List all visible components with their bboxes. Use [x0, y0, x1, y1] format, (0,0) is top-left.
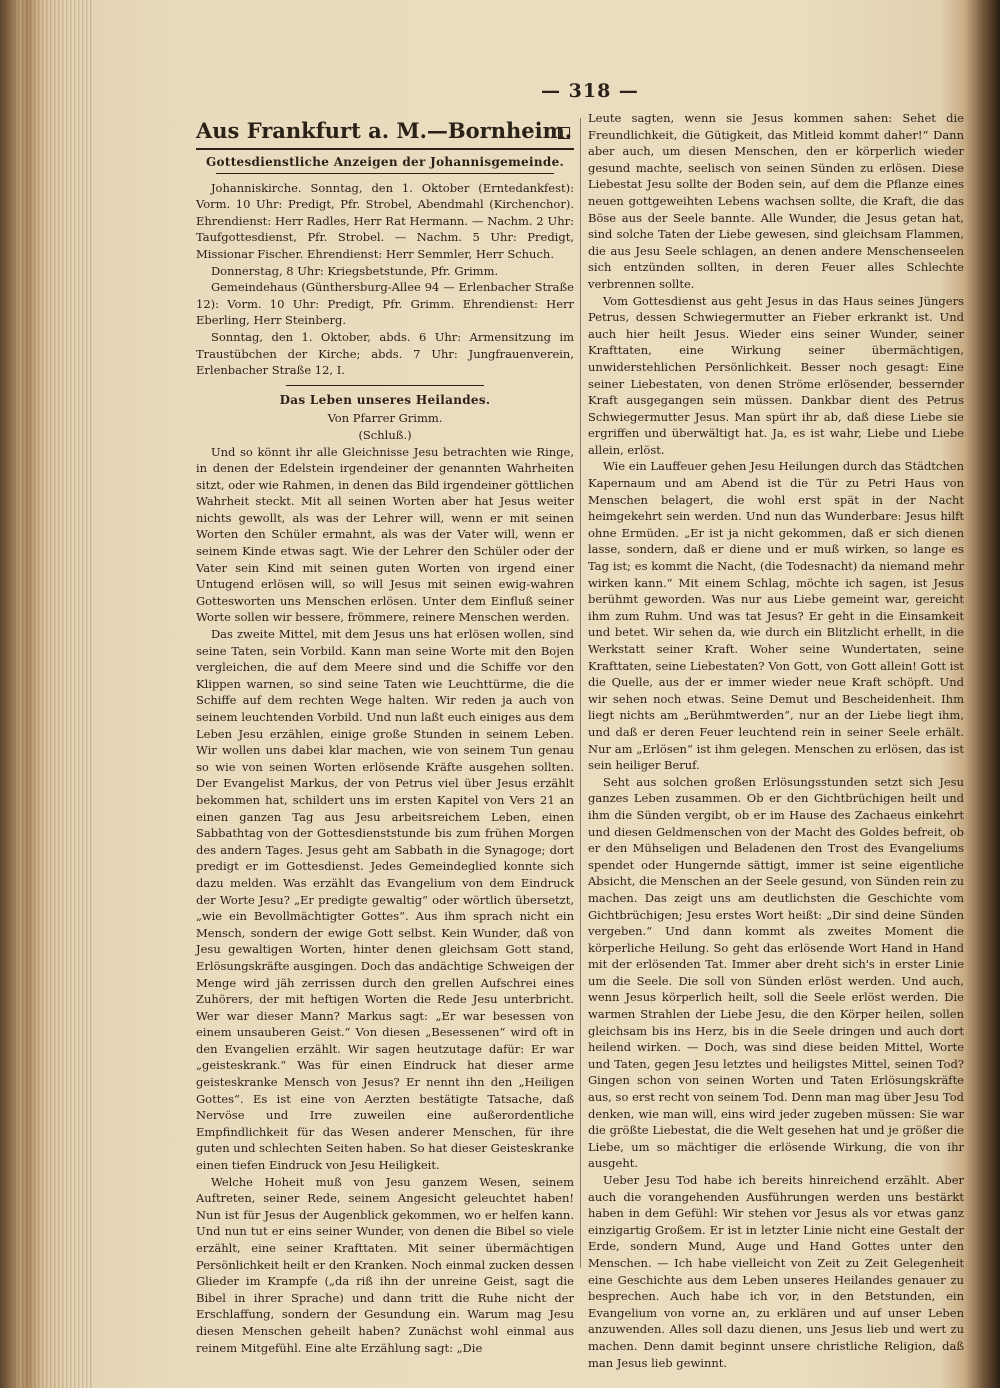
section-divider — [286, 385, 484, 386]
article-paragraph: Seht aus solchen großen Erlösungsstunden setzt sich Jesu ganzes Leben zusammen. Ob er den Gichtbrüchigen heilt und ihm die Sünden vergibt, ob er im Hause des Zachaeus einkehrt und diesen Geldmenschen von der Macht des Goldes befreit, ob er den Mühseligen und Beladenen den Trost des Evangeliums spendet oder Hungernde sättigt, immer ist seine eigentliche Absicht, die Menschen an der Seele gesund, von Sünden rein zu machen. Das zeigt uns am deutlichsten die Geschichte vom Gichtbrüchigen; Jesu erstes Wort heißt: „Dir sind deine Sünden vergeben.“ Und dann kommt als zweites Moment die körperliche Heilung. So geht das erlösende Wort Hand in Hand mit der erlösenden Tat. Immer aber dreht sich's in erster Linie um die Seele. Die soll von Sünden erlöst werden. Und auch, wenn Jesus körperlich heilt, soll die Seele erlöst werden. Die warmen Strahlen der Liebe Jesu, die den Körper heilen, sollen gleichsam bis ins Herz, bis in die Seele dringen und auch dort heilend wirken. — Doch, was sind diese beiden Mittel, Worte und Taten, gegen Jesu letztes und heiligstes Mittel, seinen Tod? Gingen schon von seinen Worten und Taten Erlösungskräfte aus, so erst recht von seinem Tod. Denn man mag über Jesu Tod denken, wie man will, eins wird jeder zugeben müssen: Sie war die größte Liebestat, die die Welt gesehen hat und je größer die Liebe, um so mächtiger die erlösende Wirkung, die von ihr ausgeht. — [588, 774, 964, 1171]
article-paragraph: Das zweite Mittel, mit dem Jesus uns hat erlösen wollen, sind seine Taten, sein Vorbild. Kann man seine Worte mit den Bojen vergleichen, die auf dem Meere sind und die Schiffe vor den Klippen warnen, so sind seine Taten wie Leuchttürme, die die Schiffe auf dem rechten Wege halten. Wir reden ja auch von seinem leuchtenden Vorbild. Und nun laßt euch einiges aus dem Leben Jesu erzählen, einige große Stunden in seinem Leben. Wir wollen uns dabei klar machen, wie von seinem Tun genau so wie von seinen Worten erlösende Kräfte ausgehen sollten. Der Evangelist Markus, der von Petrus viel über Jesus erzählt bekommen hat, schildert uns im ersten Kapitel von Vers 21 an einen ganzen Tag aus Jesu arbeitsreichem Leben, einen Sabbathtag von der Gottesdienststunde bis zum frühen Morgen des andern Tages. Jesus geht am Sabbath in die Synagoge; dort predigt er im Gottesdienst. Jedes Gemeindeglied konnte sich dazu melden. Was erzählt das Evangelium von dem Eindruck der Worte Jesu? „Er predigte gewaltig“ oder wörtlich übersetzt, „wie ein Bevollmächtigter Gottes“. Aus ihm sprach nicht ein Mensch, sondern der ewige Gott selbst. Kein Wunder, daß von Jesu gewaltigen Worten, hinter denen gleichsam Gott stand, Erlösungskräfte ausgingen. Doch das andächtige Schweigen der Menge wird jäh zerrissen durch den grellen Aufschrei eines Zuhörers, der mit heftigen Worten die Rede Jesu unterbricht. Wer war dieser Mann? Markus sagt: „Er war besessen von einem unsauberen Geist.“ Von diesen „Besessenen“ wird oft in den Evangelien erzählt. Wir sagen heutzutage dafür: Er war „geisteskrank.“ Was für einen Eindruck hat dieser arme geisteskranke Mensch von Jesus? Er nennt ihn den „Heiligen Gottes“. Es ist eine von Aerzten bestätigte Tatsache, daß Nervöse und Irre zuweilen eine außerordentliche Empfindlichkeit für das Wesen anderer Menschen, für ihre guten und schlechten Seiten haben. So hat dieser Geisteskranke einen tiefen Eindruck von Jesu Heiligkeit. — [196, 627, 574, 1173]
article-paragraph: Welche Hoheit muß von Jesu ganzem Wesen, seinem Auftreten, seiner Rede, seinem Angesicht geleuchtet haben! Nun ist für Jesus der Augenblick gekommen, wo er helfen kann. Und nun tut er eins seiner Wunder, von denen die Bibel so viele erzählt, eine seiner Krafttaten. Mit seiner übermächtigen Persönlichkeit heilt er den Kranken. Noch einmal zucken dessen Glieder im Krampfe („da riß ihn der unreine Geist, sagt die Bibel in ihrer Sprache) und dann tritt die Ruhe nicht der Erschlaffung, sondern der Gesundung ein. Warum mag Jesu diesen Menschen geheilt haben? Zunächst wohl einmal aus reinem Mitgefühl. Eine alte Erzählung sagt: „Die — [196, 1174, 574, 1355]
article-note: (Schluß.) — [358, 427, 412, 442]
announcement-paragraph: Johanniskirche. Sonntag, den 1. Oktober (Erntedankfest): Vorm. 10 Uhr: Predigt, Pfr. Strobel, Abendmahl (Kirchenchor). Ehrendienst: Herr Radles, Herr Rat Hermann. — Nachm. 2 Uhr: Taufgottesdienst, Pfr. Strobel. — Nachm. 5 Uhr: Predigt, Missionar Fischer. Ehrendienst: Herr Semmler, Herr Schuch. — [196, 180, 574, 261]
page-number: — 318 — — [541, 80, 639, 102]
article-paragraph: Leute sagten, wenn sie Jesus kommen sahen: Sehet die Freundlichkeit, die Gütigkeit, das Mitleid kommt daher!“ Dann aber auch, um diesen Menschen, den er körperlich wieder gesund machte, seelisch von seinen Sünden zu erlösen. Diese Liebestat Jesu sollte der Boden sein, auf dem die Pflanze eines neuen gottgeweihten Lebens wachsen sollte, die Kraft, die das Böse aus der Seele bannte. Alle Wunder, die Jesus getan hat, sind solche Taten der Liebe gewesen, sind gleichsam Flammen, die aus Jesu Seele schlagen, an denen andere Menschenseelen sich entzünden sollten, in deren Feuer alles Schlechte verbrennen sollte. — [588, 111, 964, 291]
section-title-text: Aus Frankfurt a. M.—Bornheim. — [196, 118, 573, 143]
announcement-paragraph: Gemeindehaus (Günthersburg-Allee 94 — Erlenbacher Straße 12): Vorm. 10 Uhr: Predigt, Pfr. Grimm. Ehrendienst: Herr Eberling, Herr Steinberg. — [196, 280, 574, 328]
right-column — [588, 110, 964, 1371]
section-title — [196, 118, 574, 150]
book-page-edges — [14, 0, 94, 1388]
left-column — [196, 110, 574, 1356]
article-byline: Von Pfarrer Grimm. — [327, 411, 443, 426]
article-paragraph: Vom Gottesdienst aus geht Jesus in das Haus seines Jüngers Petrus, dessen Schwiegermutter an Fieber erkrankt ist. Und auch hier heilt Jesus. Wieder eins seiner Wunder, seiner Krafttaten, eine Wirkung seiner übermächtigen, unwiderstehlichen Persönlichkeit. Besser noch gesagt: Eine seiner Liebestaten, von denen Ströme erlösender, bessernder Kraft ausgegangen sein müssen. Dankbar dient des Petrus Schwiegermutter Jesus. Man spürt ihr ab, daß diese Liebe sie ergriffen und überwältigt hat. Ja, es ist wahr, Liebe und Liebe allein, erlöst. — [588, 293, 964, 457]
announcement-paragraph: Donnerstag, 8 Uhr: Kriegsbetstunde, Pfr. Grimm. — [210, 263, 499, 278]
column-divider — [580, 118, 581, 1268]
announcement-paragraph: Sonntag, den 1. Oktober, abds. 6 Uhr: Armensitzung im Traustübchen der Kirche; abds. 7 Uhr: Jungfrauenverein, Erlenbacher Straße 12, I. — [196, 329, 574, 378]
article-paragraph: Ueber Jesu Tod habe ich bereits hinreichend erzählt. Aber auch die vorangehenden Ausführungen werden uns bestärkt haben in dem Gefühl: Wir stehen vor Jesus als vor etwas ganz einzigartig Großem. Er ist in letzter Linie nicht eine Gestalt der Erde, sondern Mund, Auge und Hand Gottes unter den Menschen. — Ich habe vielleicht von Zeit zu Zeit Gelegenheit eine Geschichte aus dem Leben unseres Heilandes genauer zu besprechen. Auch habe ich vor, in den Betstunden, ein Evangelium von vorne an, zu erklären und auf unser Leben anzuwenden. Alles soll dazu dienen, uns Jesus lieb und wert zu machen. Denn damit beginnt unsere christliche Religion, daß man Jesus lieb gewinnt. — [588, 1173, 964, 1370]
article-paragraph: Und so könnt ihr alle Gleichnisse Jesu betrachten wie Ringe, in denen der Edelstein irgendeiner der genannten Wahrheiten sitzt, oder wie Rahmen, in denen das Bild irgendeiner göttlichen Wahrheit steckt. Mit all seinen Worten aber hat Jesus weiter nichts gewollt, als was der Lehrer will, wenn er mit seinen Worten den Schüler ermahnt, als was der Vater will, wenn er seinem Kinde etwas sagt. Wie der Lehrer den Schüler oder der Vater sein Kind mit seinen guten Worten von irgend einer Untugend erlösen will, so will Jesus mit seinen ewig-wahren Gottesworten uns Menschen erlösen. Unter dem Einfluß seiner Worte sollen wir bessere, frömmere, reinere Menschen werden. — [196, 444, 574, 625]
article-paragraph: Wie ein Lauffeuer gehen Jesu Heilungen durch das Städtchen Kapernaum und am Abend ist die Tür zu Petri Haus von Menschen belagert, die wohl erst spät in der Nacht heimgekehrt sein werden. Und nun das Wunderbare: Jesus hilft ohne Ermüden. „Er ist ja nicht gekommen, daß er sich dienen lasse, sondern, daß er diene und er muß wirken, so lange es Tag ist; es kommt die Nacht, (die Todesnacht) da niemand mehr wirken kann.“ Mit einem Schlag, möchte ich sagen, ist Jesus berühmt geworden. Was nur aus Liebe gemeint war, gereicht ihm zum Ruhm. Und was tat Jesus? Er geht in die Einsamkeit und betet. Wir sehen da, wie durch ein Blitzlicht erhellt, in die Werkstatt seiner Kraft. Woher seine Wundertaten, seine Krafttaten, seine Liebestaten? Von Gott, von Gott allein! Gott ist die Quelle, aus der er immer wieder neue Kraft schöpft. Und wir sehen noch etwas. Seine Demut und Bescheidenheit. Ihm liegt nichts am „Berühmtwerden“, nur an der Liebe liegt ihm, und daß er deren Feuer leuchtend rein in seiner Seele erhält. Nur am „Erlösen“ ist ihm gelegen. Menschen zu erlösen, das ist sein heiliger Beruf. — [588, 459, 964, 773]
ornament-box-icon — [558, 127, 570, 139]
article-heading: Das Leben unseres Heilandes. — [279, 392, 491, 407]
heading-rule — [216, 173, 554, 174]
announcements-heading: Gottesdienstliche Anzeigen der Johannisgemeinde. — [206, 155, 564, 169]
